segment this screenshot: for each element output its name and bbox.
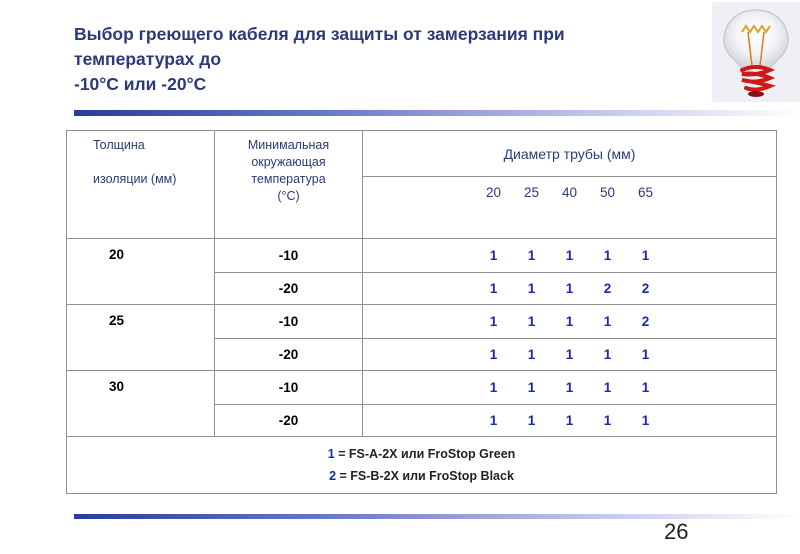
footer-divider xyxy=(74,514,800,519)
cable-value: 1 xyxy=(565,281,574,296)
header-pipe-diameter: Диаметр трубы (мм) xyxy=(363,131,777,177)
cable-value: 1 xyxy=(641,380,650,395)
slide-title xyxy=(74,22,674,97)
title-line: -10°С или -20°С xyxy=(74,74,207,94)
cable-value: 1 xyxy=(527,413,536,428)
values-cell xyxy=(363,239,777,273)
temp-cell: -10 xyxy=(215,239,363,273)
cable-value: 1 xyxy=(489,314,498,329)
table-row xyxy=(67,239,777,273)
temp-cell: -10 xyxy=(215,305,363,339)
cable-value: 1 xyxy=(603,314,612,329)
title-divider xyxy=(74,110,800,116)
title-line: температурах до xyxy=(74,49,222,69)
cable-value: 1 xyxy=(641,413,650,428)
legend-text: = FS-A-2X или FroStop Green xyxy=(334,447,516,461)
header-diameter-values xyxy=(363,177,777,239)
temp-cell: -20 xyxy=(215,339,363,371)
thickness-cell: 25 xyxy=(67,305,215,371)
values-cell xyxy=(363,305,777,339)
temp-cell: -10 xyxy=(215,371,363,405)
cable-value: 1 xyxy=(641,248,650,263)
cable-value: 1 xyxy=(603,380,612,395)
header-temp-line: окружающая xyxy=(251,155,326,169)
cable-value: 2 xyxy=(641,281,650,296)
values-cell xyxy=(363,371,777,405)
legend-key: 1 xyxy=(327,447,335,461)
legend-item xyxy=(67,465,776,487)
diameter-value: 65 xyxy=(637,185,654,200)
cable-value: 1 xyxy=(565,314,574,329)
cable-value: 1 xyxy=(565,380,574,395)
header-thickness-line: Толщина xyxy=(93,138,145,152)
thickness-cell: 30 xyxy=(67,371,215,437)
cable-value: 1 xyxy=(489,413,498,428)
legend-text: = FS-B-2X или FroStop Black xyxy=(336,469,514,483)
cable-value: 1 xyxy=(565,248,574,263)
page-number: 26 xyxy=(664,519,689,544)
header-temp-line: Минимальная xyxy=(247,138,330,152)
cable-value: 1 xyxy=(489,248,498,263)
cable-value: 2 xyxy=(603,281,612,296)
temp-cell: -20 xyxy=(215,273,363,305)
cable-value: 1 xyxy=(603,413,612,428)
cable-value: 1 xyxy=(565,413,574,428)
legend-item xyxy=(67,443,776,465)
cable-value: 1 xyxy=(527,380,536,395)
table-row xyxy=(67,305,777,339)
cable-value: 1 xyxy=(565,347,574,362)
cable-value: 1 xyxy=(603,248,612,263)
cable-value: 1 xyxy=(489,380,498,395)
values-cell xyxy=(363,405,777,437)
header-thickness-line: изоляции (мм) xyxy=(93,172,177,186)
cable-value: 1 xyxy=(603,347,612,362)
thickness-cell: 20 xyxy=(67,239,215,305)
cable-value: 1 xyxy=(527,281,536,296)
cable-value: 1 xyxy=(489,347,498,362)
header-insulation-thickness xyxy=(67,131,215,239)
cable-value: 1 xyxy=(527,248,536,263)
header-temp-line: температура xyxy=(251,172,326,186)
header-temp-line: (°С) xyxy=(277,189,300,203)
values-cell xyxy=(363,339,777,371)
cable-selection-table xyxy=(66,130,777,494)
diameter-value: 50 xyxy=(599,185,616,200)
title-line: Выбор греющего кабеля для защиты от замерзания при xyxy=(74,24,565,44)
lightbulb-icon xyxy=(712,2,800,102)
values-cell xyxy=(363,273,777,305)
cable-value: 1 xyxy=(527,347,536,362)
diameter-value: 25 xyxy=(523,185,540,200)
cable-value: 1 xyxy=(641,347,650,362)
cable-value: 2 xyxy=(641,314,650,329)
legend-key: 2 xyxy=(329,469,337,483)
header-min-temperature xyxy=(215,131,363,239)
cable-value: 1 xyxy=(489,281,498,296)
diameter-value: 20 xyxy=(485,185,502,200)
table-legend xyxy=(67,437,777,494)
temp-cell: -20 xyxy=(215,405,363,437)
diameter-value: 40 xyxy=(561,185,578,200)
table-row xyxy=(67,371,777,405)
cable-value: 1 xyxy=(527,314,536,329)
